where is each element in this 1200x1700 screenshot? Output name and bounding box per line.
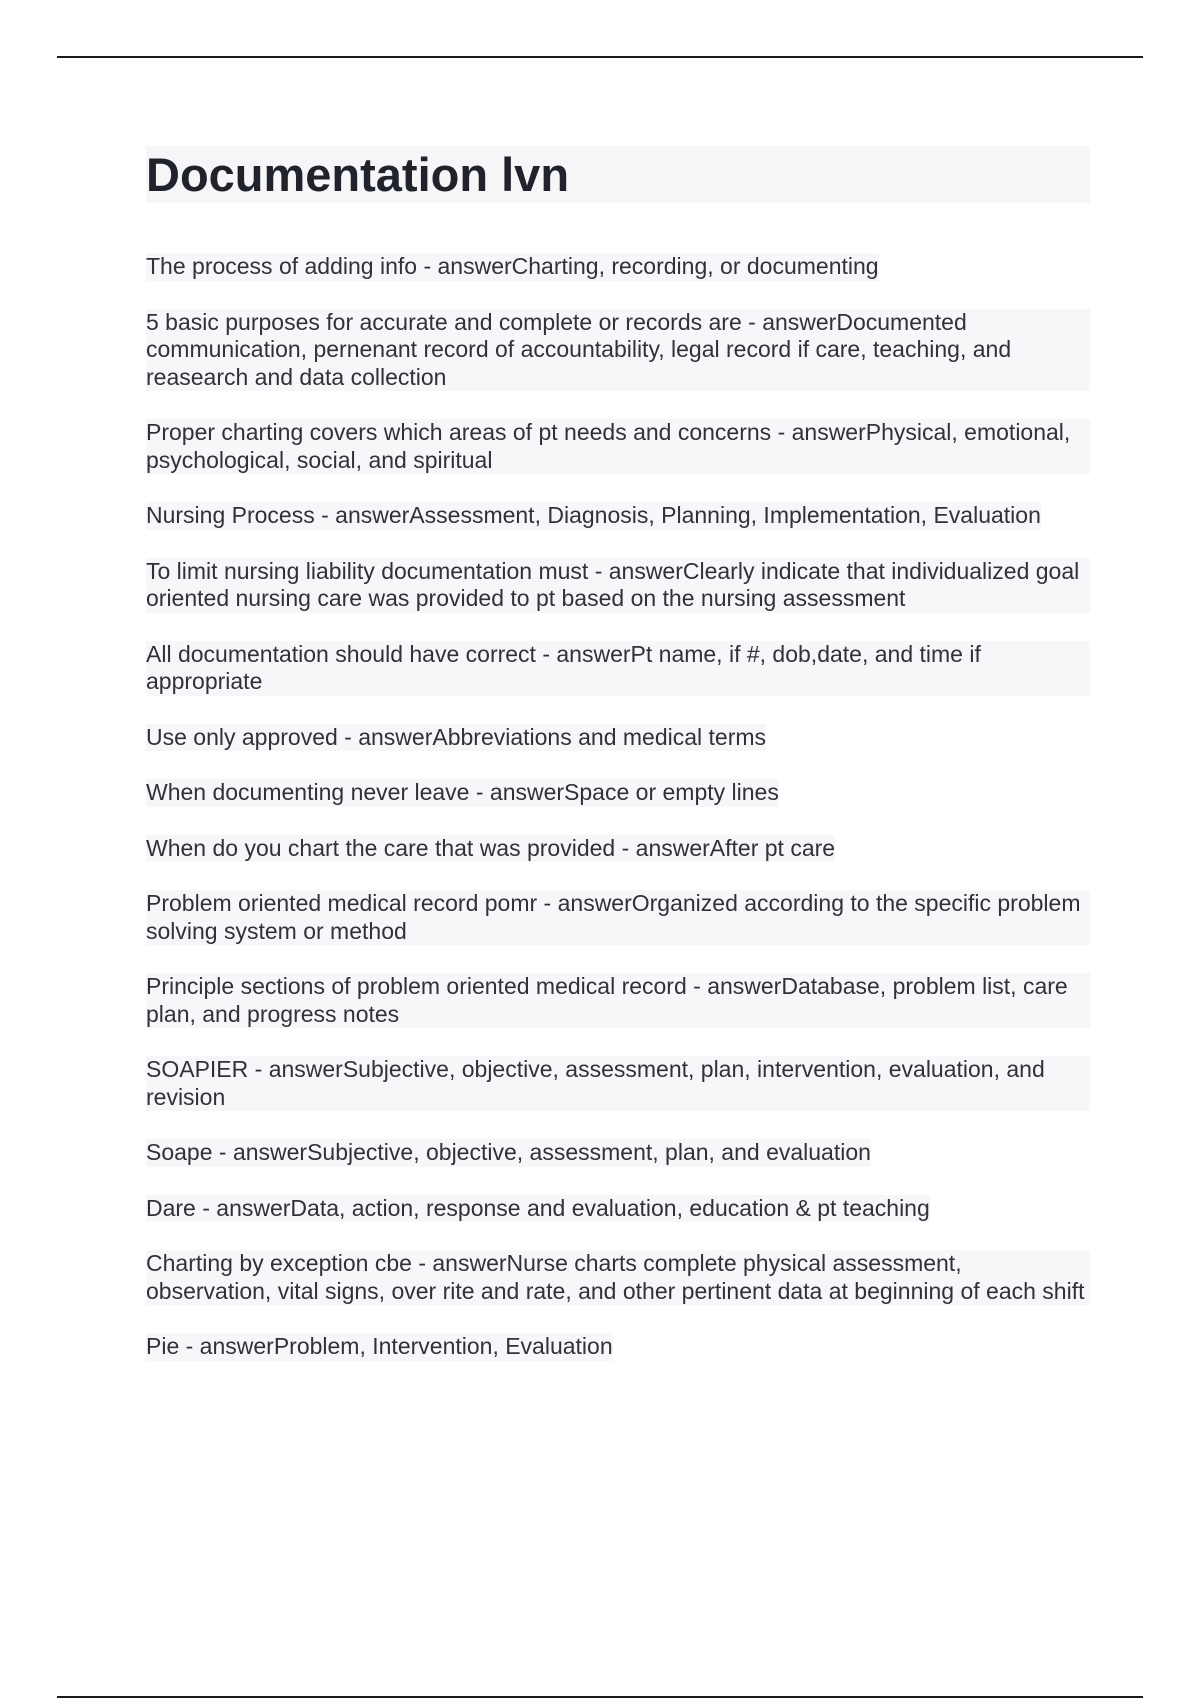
qa-item: When do you chart the care that was provided - answerAfter pt care	[146, 834, 836, 861]
qa-item: Principle sections of problem oriented medical record - answerDatabase, problem list, care plan, and progress notes	[146, 973, 1090, 1028]
qa-item: Pie - answerProblem, Intervention, Evaluation	[146, 1333, 613, 1359]
qa-item: All documentation should have correct - answerPt name, if #, dob,date, and time if appropriate	[146, 641, 1090, 696]
qa-item: Charting by exception cbe - answerNurse charts complete physical assessment, observation, vital signs, over rite and rate, and other pertinent data at beginning of each shift	[146, 1250, 1090, 1305]
qa-item: When documenting never leave - answerSpace or empty lines	[146, 779, 779, 805]
qa-item: The process of adding info - answerCharting, recording, or documenting	[146, 253, 879, 279]
qa-item: SOAPIER - answerSubjective, objective, assessment, plan, intervention, evaluation, and revision	[146, 1056, 1090, 1111]
qa-item: Dare - answerData, action, response and evaluation, education & pt teaching	[146, 1194, 930, 1221]
bottom-rule	[57, 1696, 1143, 1698]
qa-item: Problem oriented medical record pomr - answerOrganized according to the specific problem solving system or method	[146, 890, 1090, 945]
title-band	[146, 146, 1090, 203]
document-title: Documentation lvn	[146, 148, 570, 201]
document-body	[146, 146, 1090, 1389]
top-rule	[57, 56, 1143, 58]
qa-item: Use only approved - answerAbbreviations and medical terms	[146, 723, 767, 750]
qa-list	[146, 253, 1090, 1361]
qa-item: Proper charting covers which areas of pt needs and concerns - answerPhysical, emotional, psychological, social, and spiritual	[146, 419, 1090, 474]
qa-item: To limit nursing liability documentation must - answerClearly indicate that individualized goal oriented nursing care was provided to pt based on the nursing assessment	[146, 558, 1090, 613]
qa-item: Nursing Process - answerAssessment, Diagnosis, Planning, Implementation, Evaluation	[146, 502, 1041, 528]
qa-item: Soape - answerSubjective, objective, assessment, plan, and evaluation	[146, 1139, 871, 1165]
qa-item: 5 basic purposes for accurate and complete or records are - answerDocumented communication, pernenant record of accountability, legal record if care, teaching, and reasearch and data collection	[146, 309, 1090, 392]
